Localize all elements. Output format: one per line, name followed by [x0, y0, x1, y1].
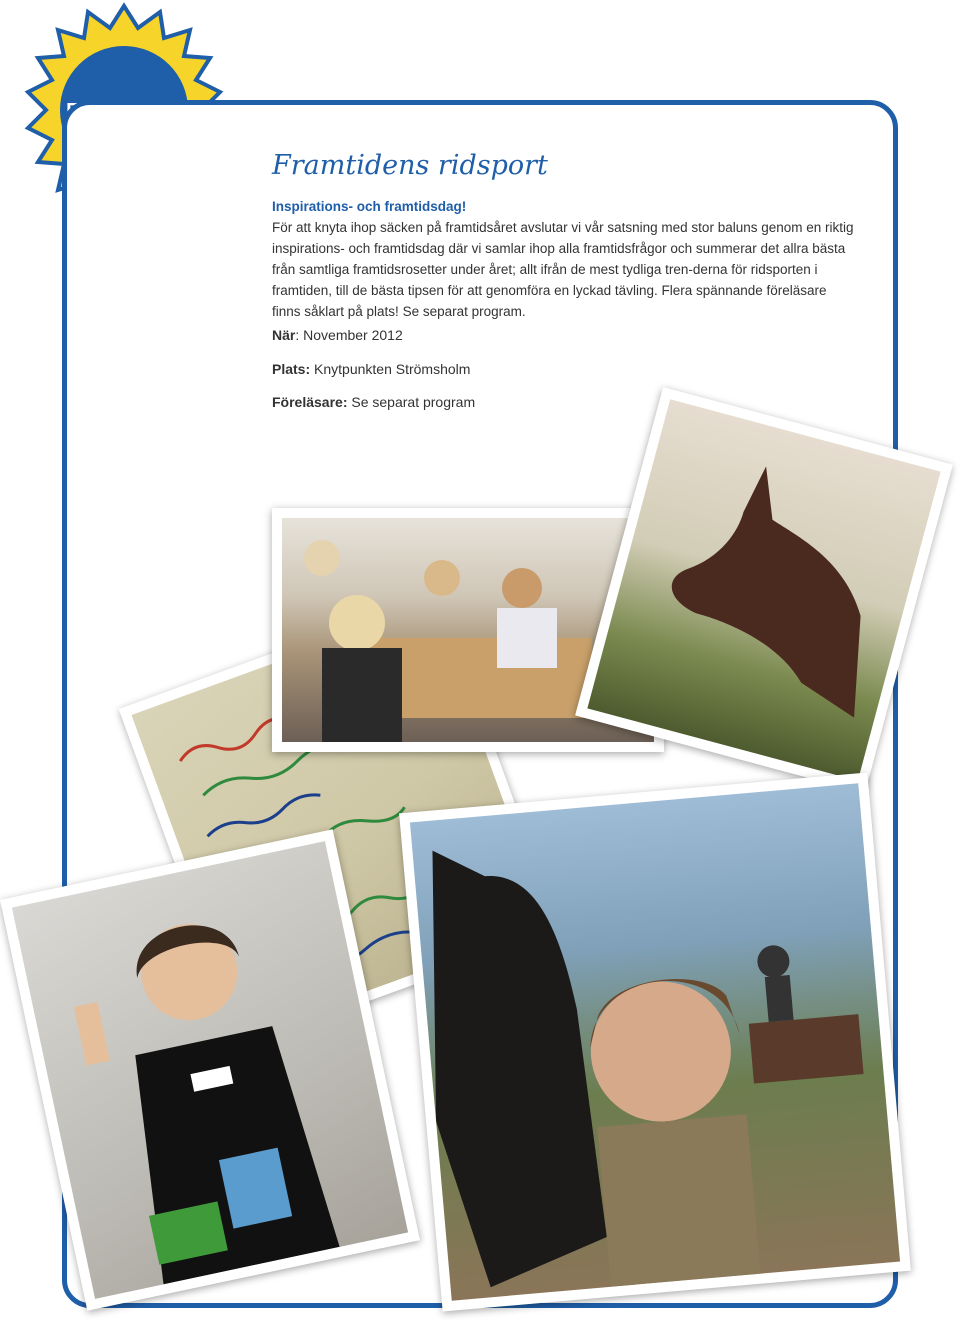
- page-subtitle: Inspirations- och framtidsdag!: [272, 199, 467, 214]
- intro-paragraph: För att knyta ihop säcken på framtidsåret avslutar vi vår satsning med stor baluns genom en riktig inspirations- och framtidsdag där vi samlar ihop alla framtidsfrågor och summerar det allra bästa från samtliga framtidsrosetter under året; allt ifrån de mest tydliga tren-derna för ridsporten i framtiden, till de bästa tipsen för att genomföra en lyckad tävling. Flera spännande föreläsare finns såklart på plats! Se separat program.: [272, 220, 854, 319]
- place-line: [272, 361, 470, 377]
- woman-portrait-icon: [12, 841, 408, 1299]
- girl-horse-scene-icon: [410, 783, 900, 1300]
- page-title: Framtidens ridsport: [272, 150, 548, 181]
- speakers-value: Se separat program: [347, 394, 476, 410]
- place-value: Knytpunkten Strömsholm: [310, 361, 471, 377]
- photo-girl-horse: [399, 772, 911, 1311]
- speakers-label: Föreläsare:: [272, 394, 348, 410]
- when-line: [272, 327, 403, 343]
- when-label: När: [272, 327, 296, 343]
- place-label: Plats:: [272, 361, 311, 377]
- speakers-line: [272, 394, 475, 410]
- when-value: : November 2012: [295, 327, 403, 343]
